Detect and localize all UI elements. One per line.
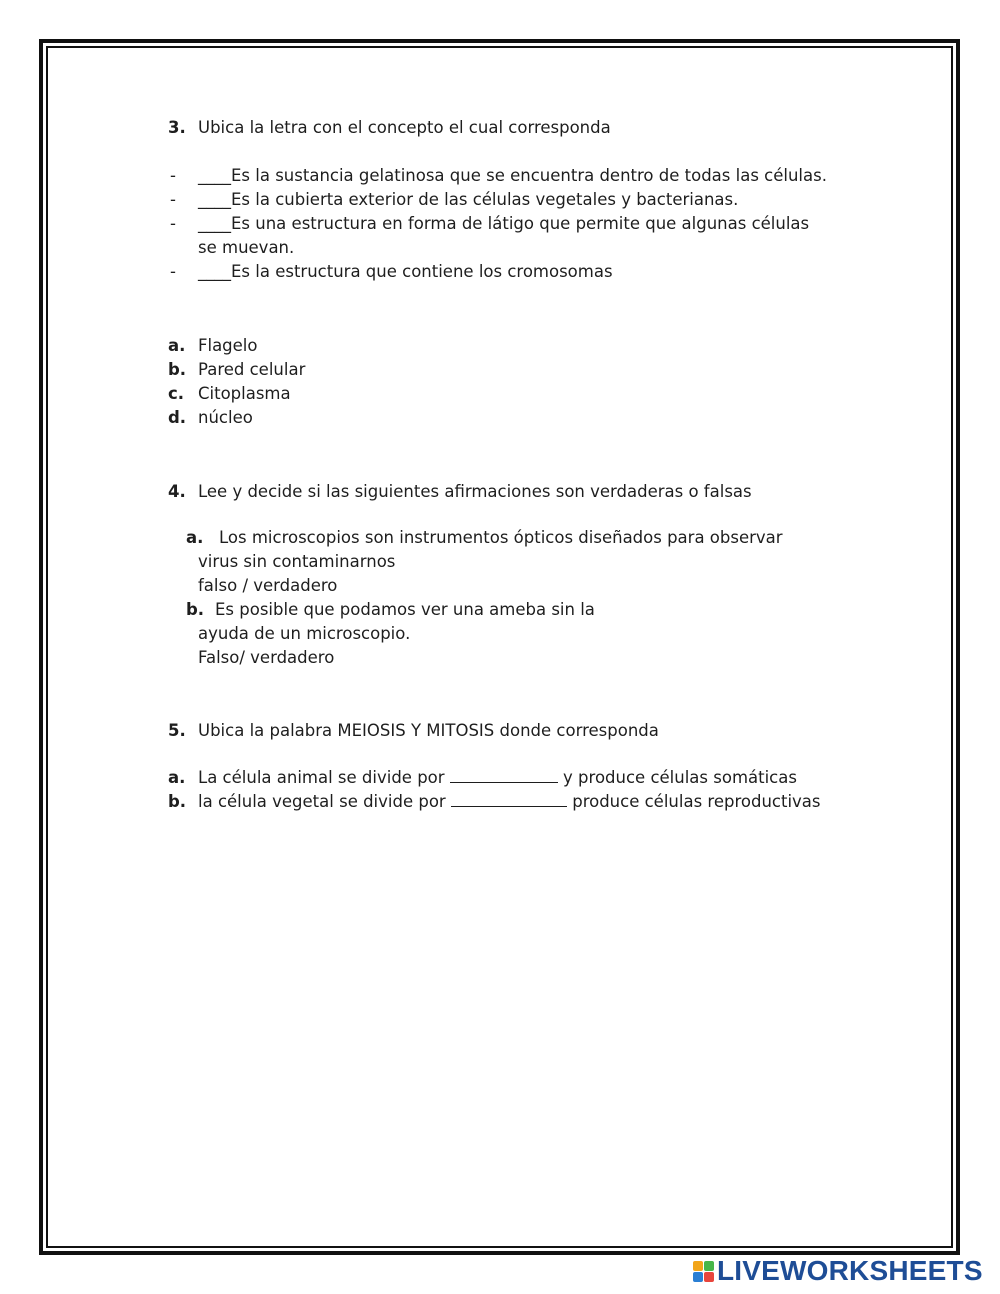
question-number: 4. <box>168 482 186 501</box>
answer-blank[interactable]: ____ <box>198 214 231 233</box>
true-false-choice[interactable]: falso / verdadero <box>198 576 338 595</box>
option-text: Citoplasma <box>198 384 291 403</box>
bullet-dash: - <box>170 214 176 233</box>
answer-blank[interactable] <box>451 790 567 807</box>
statement-text: Es la estructura que contiene los cromosomas <box>231 262 613 281</box>
liveworksheets-logo <box>693 1256 983 1286</box>
option-text: Pared celular <box>198 360 306 379</box>
question-number: 5. <box>168 721 186 740</box>
item-text: Es posible que podamos ver una ameba sin la <box>215 600 595 619</box>
option-letter: b. <box>168 360 187 379</box>
bullet-dash: - <box>170 262 176 281</box>
statement-item <box>198 260 613 284</box>
question-title: Lee y decide si las siguientes afirmaciones son verdaderas o falsas <box>198 482 752 501</box>
logo-block <box>693 1272 703 1282</box>
option-text: núcleo <box>198 408 253 427</box>
statement-item <box>198 212 809 236</box>
bullet-dash: - <box>170 166 176 185</box>
option-letter: c. <box>168 384 185 403</box>
fill-in-sentence <box>198 790 821 814</box>
item-text-continuation: virus sin contaminarnos <box>198 552 396 571</box>
logo-block <box>704 1261 714 1271</box>
item-letter: b. <box>186 600 205 619</box>
item-letter: a. <box>186 528 204 547</box>
answer-blank[interactable]: ____ <box>198 262 231 281</box>
true-false-choice[interactable]: Falso/ verdadero <box>198 648 335 667</box>
statement-text: Es una estructura en forma de látigo que permite que algunas células <box>231 214 810 233</box>
logo-text: LIVEWORKSHEETS <box>717 1255 983 1286</box>
option-text: Flagelo <box>198 336 258 355</box>
statement-text: Es la sustancia gelatinosa que se encuentra dentro de todas las células. <box>231 166 827 185</box>
question-title: Ubica la palabra MEIOSIS Y MITOSIS donde corresponda <box>198 721 659 740</box>
question-number: 3. <box>168 118 186 137</box>
sentence-end: y produce células somáticas <box>563 768 797 787</box>
statement-item <box>198 188 738 212</box>
statement-continuation: se muevan. <box>198 238 295 257</box>
answer-blank[interactable] <box>450 766 558 783</box>
sentence-start: La célula animal se divide por <box>198 768 445 787</box>
item-letter: a. <box>168 768 186 787</box>
sentence-start: la célula vegetal se divide por <box>198 792 446 811</box>
item-letter: b. <box>168 792 187 811</box>
logo-block <box>693 1261 703 1271</box>
bullet-dash: - <box>170 190 176 209</box>
statement-text: Es la cubierta exterior de las células vegetales y bacterianas. <box>231 190 739 209</box>
sentence-end: produce células reproductivas <box>572 792 821 811</box>
item-text: Los microscopios son instrumentos ópticos diseñados para observar <box>219 528 783 547</box>
answer-blank[interactable]: ____ <box>198 166 231 185</box>
statement-item <box>198 164 827 188</box>
question-title: Ubica la letra con el concepto el cual corresponda <box>198 118 611 137</box>
logo-blocks-icon <box>693 1261 714 1282</box>
answer-blank[interactable]: ____ <box>198 190 231 209</box>
item-text-continuation: ayuda de un microscopio. <box>198 624 411 643</box>
logo-block <box>704 1272 714 1282</box>
option-letter: d. <box>168 408 187 427</box>
fill-in-sentence <box>198 766 797 790</box>
option-letter: a. <box>168 336 186 355</box>
